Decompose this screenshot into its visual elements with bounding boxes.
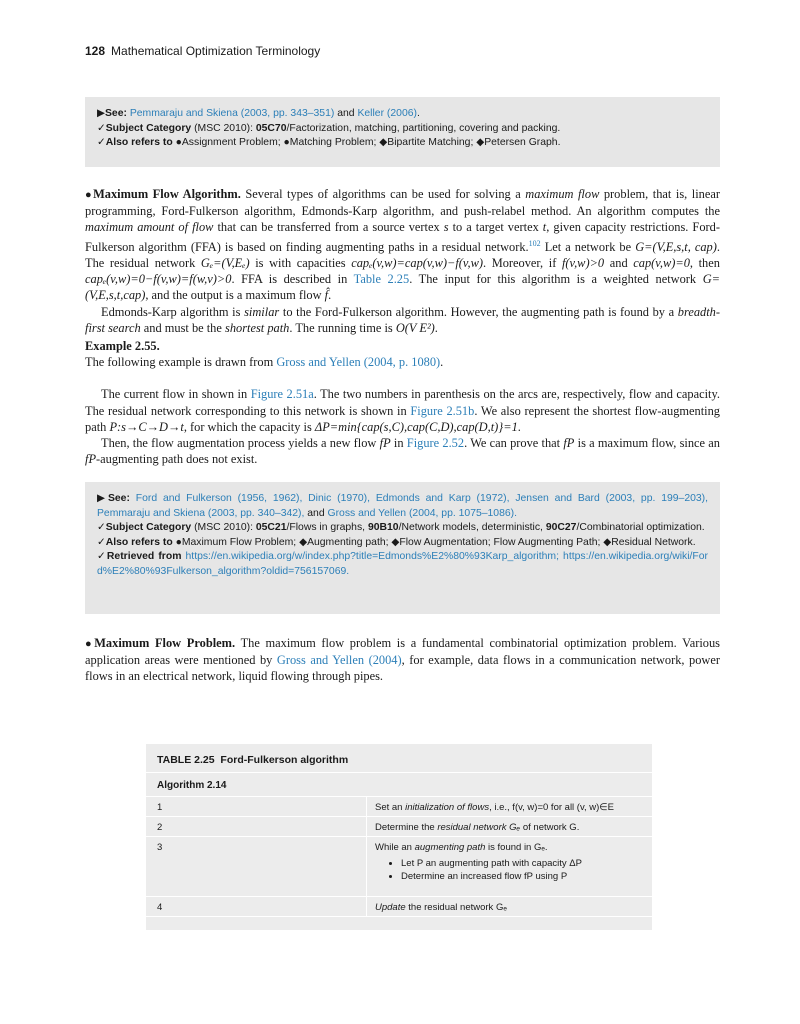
checkmark-icon: ✓ — [97, 137, 106, 148]
t: fP — [85, 452, 97, 467]
checkmark-icon: ✓ — [97, 522, 106, 533]
t: 90B10 — [367, 522, 399, 533]
t: /Combinatorial optimization. — [576, 522, 705, 533]
t: the residual network Gₑ — [408, 902, 507, 913]
t: s — [443, 220, 449, 235]
t: f(v,w)>0 — [561, 255, 605, 270]
see-end: . — [416, 108, 420, 119]
t: Update — [375, 902, 406, 913]
checkmark-icon: ✓ — [97, 551, 107, 562]
t: Then, the flow augmentation process yields a new flow — [101, 436, 377, 451]
t: (MSC 2010): — [194, 522, 253, 533]
t: breadth-first search — [85, 304, 721, 335]
t: , then — [689, 255, 720, 270]
t: The maximum flow problem is a fundamental combinatorial optimization problem. Various application areas were mentioned by — [85, 636, 720, 668]
t: . — [434, 320, 438, 335]
see-label: See: — [107, 493, 130, 504]
t: . We can prove that — [464, 436, 561, 451]
page-number: 128 — [85, 44, 106, 58]
table-title-text: Ford-Fulkerson algorithm — [220, 754, 349, 766]
t: . — [328, 288, 332, 303]
see-link-pemmaraju[interactable]: Pemmaraju and Skiena (2003, pp. 343–351) — [129, 108, 335, 119]
example-intro — [85, 354, 720, 370]
see-links-1[interactable]: Ford and Fulkerson (1956, 1962), Dinic (1970), Edmonds and Karp (1972), Jensen and Bard (2003, pp. 199–203), Pemmaraju and Skiena (2003, pp. 340–342), — [97, 493, 708, 519]
see-line — [97, 107, 708, 122]
t: Let a network be — [544, 239, 632, 254]
t: . — [517, 419, 521, 434]
also-text: ●Assignment Problem; ●Matching Problem; ◆Bipartite Matching; ◆Petersen Graph. — [175, 137, 561, 148]
also-line — [97, 136, 708, 151]
t: O(V E²) — [395, 320, 435, 335]
problem-heading: Maximum Flow Problem. — [94, 636, 236, 650]
row-4-text — [375, 902, 507, 913]
t: , for which the capacity is — [183, 419, 312, 434]
also-label: Also refers to — [105, 137, 173, 148]
t: . The residual network — [85, 239, 720, 270]
subject-label: Subject Category — [105, 522, 192, 533]
subject-line — [97, 122, 708, 137]
t: , given capacity restrictions. Ford-Fulkerson algorithm (FFA) is based on finding augmenting paths in a residual network. — [85, 220, 720, 254]
t: and — [609, 255, 628, 270]
see-and: and — [337, 108, 355, 119]
example-title — [85, 338, 720, 354]
checkmark-icon: ✓ — [97, 122, 106, 134]
also-label: Also refers to — [105, 536, 173, 548]
t: . The two numbers in parenthesis on the arcs are, respectively, flow and capacity. The residual network corresponding to this network is shown in — [85, 387, 720, 418]
row-1-text — [375, 802, 614, 813]
row-3-text — [375, 842, 582, 883]
url-ford-fulkerson[interactable]: https://en.wikipedia.org/wiki/Ford%E2%80%93Fulkerson_algorithm?oldid=756157069. — [97, 551, 708, 577]
t: f̂ — [324, 288, 329, 303]
running-header — [85, 44, 320, 58]
problem-paragraph — [85, 635, 720, 685]
see-line — [97, 492, 708, 521]
t: shortest path — [225, 320, 290, 335]
row-2-text — [375, 822, 579, 833]
t: . — [440, 355, 444, 370]
table-2-25-link[interactable]: Table 2.25 — [353, 272, 410, 287]
t: 90C27 — [545, 522, 577, 533]
example-paragraph-1 — [85, 386, 720, 435]
algo-paragraph-2 — [85, 304, 720, 336]
max-flow-algorithm-section — [85, 186, 720, 336]
also-text: ●Maximum Flow Problem; ◆Augmenting path; ◆Flow Augmentation; Flow Augmenting Path; ◆Residual Network. — [175, 536, 696, 548]
subject-label: Subject Category — [105, 122, 192, 134]
algorithm-label — [157, 780, 226, 791]
see-label: See: — [105, 108, 127, 119]
subject-line — [97, 521, 708, 536]
t: Determine the — [375, 822, 435, 833]
t: , i.e., f(v, w)=0 for all (v, w)∈E — [489, 802, 614, 813]
t: Edmonds-Karp algorithm is — [101, 304, 241, 319]
divider — [146, 896, 652, 897]
t: cap(v,w)=0 — [633, 255, 690, 270]
t: fP — [379, 436, 391, 451]
table-title — [157, 754, 348, 766]
example-section — [85, 338, 720, 467]
divider — [146, 836, 652, 837]
algo-paragraph-1 — [85, 186, 720, 304]
t: . Moreover, if — [482, 255, 557, 270]
example-title-text: Example 2.55. — [85, 339, 160, 353]
row-3-bullets — [375, 857, 582, 883]
t: . We also represent the shortest flow-augmenting path — [85, 403, 720, 434]
t: augmenting path — [414, 842, 486, 853]
algo-heading: Maximum Flow Algorithm. — [93, 187, 241, 201]
t: is with capacities — [255, 255, 346, 270]
t: /Network models, deterministic, — [398, 522, 543, 533]
url-edmonds-karp[interactable]: https://en.wikipedia.org/w/index.php?title=Edmonds%E2%80%93Karp_algorithm; — [185, 551, 559, 562]
t: is a maximum flow, since an — [577, 436, 720, 451]
arrow-right-icon: ▶ — [97, 493, 108, 504]
divider — [146, 772, 652, 773]
t: and must be the — [143, 320, 222, 335]
t: . The input for this algorithm is a weighted network — [409, 272, 697, 287]
t: P:s→C→D→t — [109, 419, 184, 434]
t: similar — [244, 304, 280, 319]
divider — [146, 796, 652, 797]
t: Several types of algorithms can be used for solving a — [245, 187, 521, 201]
bullet-icon: ● — [85, 638, 95, 650]
table-label: TABLE 2.25 — [157, 754, 215, 766]
retrieved-line — [97, 550, 708, 579]
t: maximum flow — [525, 187, 600, 201]
t: Gₑ=(V,Eₑ) — [200, 255, 250, 270]
t: t — [542, 220, 547, 235]
figure-2-52-link[interactable]: Figure 2.52 — [406, 436, 465, 451]
row-3-num: 3 — [157, 842, 163, 853]
t: The following example is drawn from — [85, 355, 274, 370]
t: to the Ford-Fulkerson algorithm. However, the augmenting path is found by a — [282, 304, 675, 319]
t: . The running time is — [289, 320, 393, 335]
divider — [146, 916, 652, 917]
figure-2-51b-link[interactable]: Figure 2.51b — [410, 403, 475, 418]
example-paragraph-2 — [85, 435, 720, 467]
retrieved-label: Retrieved from — [106, 551, 182, 562]
t: to a target vertex — [452, 220, 539, 235]
subject-text: /Factorization, matching, partitioning, covering and packing. — [286, 122, 561, 134]
subject-msc: (MSC 2010): — [194, 122, 253, 134]
t: The current flow in shown in — [101, 387, 248, 402]
algorithm-label-text: Algorithm 2.14 — [157, 780, 227, 791]
t: is found in Gₑ. — [488, 842, 548, 853]
t: capₑ(v,w)=0−f(v,w)=f(w,v)>0 — [85, 272, 232, 287]
t: initialization of flows — [405, 802, 490, 813]
see-and: and — [307, 507, 325, 519]
t: G=(V,E,s,t,cap) — [85, 272, 720, 303]
max-flow-problem-section — [85, 635, 720, 685]
row-4-num: 4 — [157, 902, 163, 913]
also-line — [97, 536, 708, 551]
list-item: • Determine an increased flow fP using P — [401, 870, 582, 883]
t: 05C21 — [255, 522, 287, 533]
t: , and the output is a maximum flow — [145, 288, 322, 303]
list-item: • Let P an augmenting path with capacity ΔP — [401, 857, 582, 870]
t: -augmenting path does not exist. — [96, 452, 258, 467]
figure-2-51a-link[interactable]: Figure 2.51a — [250, 387, 314, 402]
t: of network G. — [522, 822, 580, 833]
t: Set an — [375, 802, 403, 813]
t: in — [393, 436, 404, 451]
t: fP — [563, 436, 575, 451]
t: G=(V,E,s,t, cap) — [635, 239, 717, 254]
t: maximum amount of flow — [85, 220, 214, 235]
t: While an — [375, 842, 412, 853]
t: residual network Gₑ — [437, 822, 521, 833]
row-2-num: 2 — [157, 822, 163, 833]
subject-code: 05C70 — [255, 122, 287, 134]
t: . FFA is described in — [231, 272, 348, 287]
t: capₑ(v,w)=cap(v,w)−f(v,w) — [351, 255, 483, 270]
table-2-25 — [146, 744, 652, 930]
t: /Flows in graphs, — [286, 522, 366, 533]
arrow-right-icon: ▶ — [97, 108, 105, 119]
gross-yellen-2004-link[interactable]: Gross and Yellen (2004) — [276, 653, 402, 668]
t: problem, that is, linear programming, Ford-Fulkerson algorithm, Edmonds-Karp algorithm, and push-relabel method. An algorithm computes the — [85, 187, 720, 219]
checkmark-icon: ✓ — [97, 536, 106, 548]
t: , for example, data flows in a communication network, power flows in an electrical network, liquid flowing through pipes. — [85, 653, 720, 684]
running-title: Mathematical Optimization Terminology — [111, 44, 321, 58]
reference-box-2 — [85, 482, 720, 614]
footnote-102[interactable]: 102 — [528, 238, 541, 248]
t: that can be transferred from a source vertex — [217, 220, 440, 235]
column-divider — [366, 796, 367, 916]
see-link-keller[interactable]: Keller (2006) — [357, 108, 417, 119]
bullet-icon: ● — [85, 189, 94, 201]
reference-box-1 — [85, 97, 720, 167]
gross-yellen-link[interactable]: Gross and Yellen (2004, p. 1080) — [276, 355, 441, 370]
t: ΔP=min{cap(s,C),cap(C,D),cap(D,t)}=1 — [314, 419, 518, 434]
row-1-num: 1 — [157, 802, 163, 813]
divider — [146, 816, 652, 817]
see-links-2[interactable]: Gross and Yellen (2004, pp. 1075–1086). — [327, 507, 517, 519]
